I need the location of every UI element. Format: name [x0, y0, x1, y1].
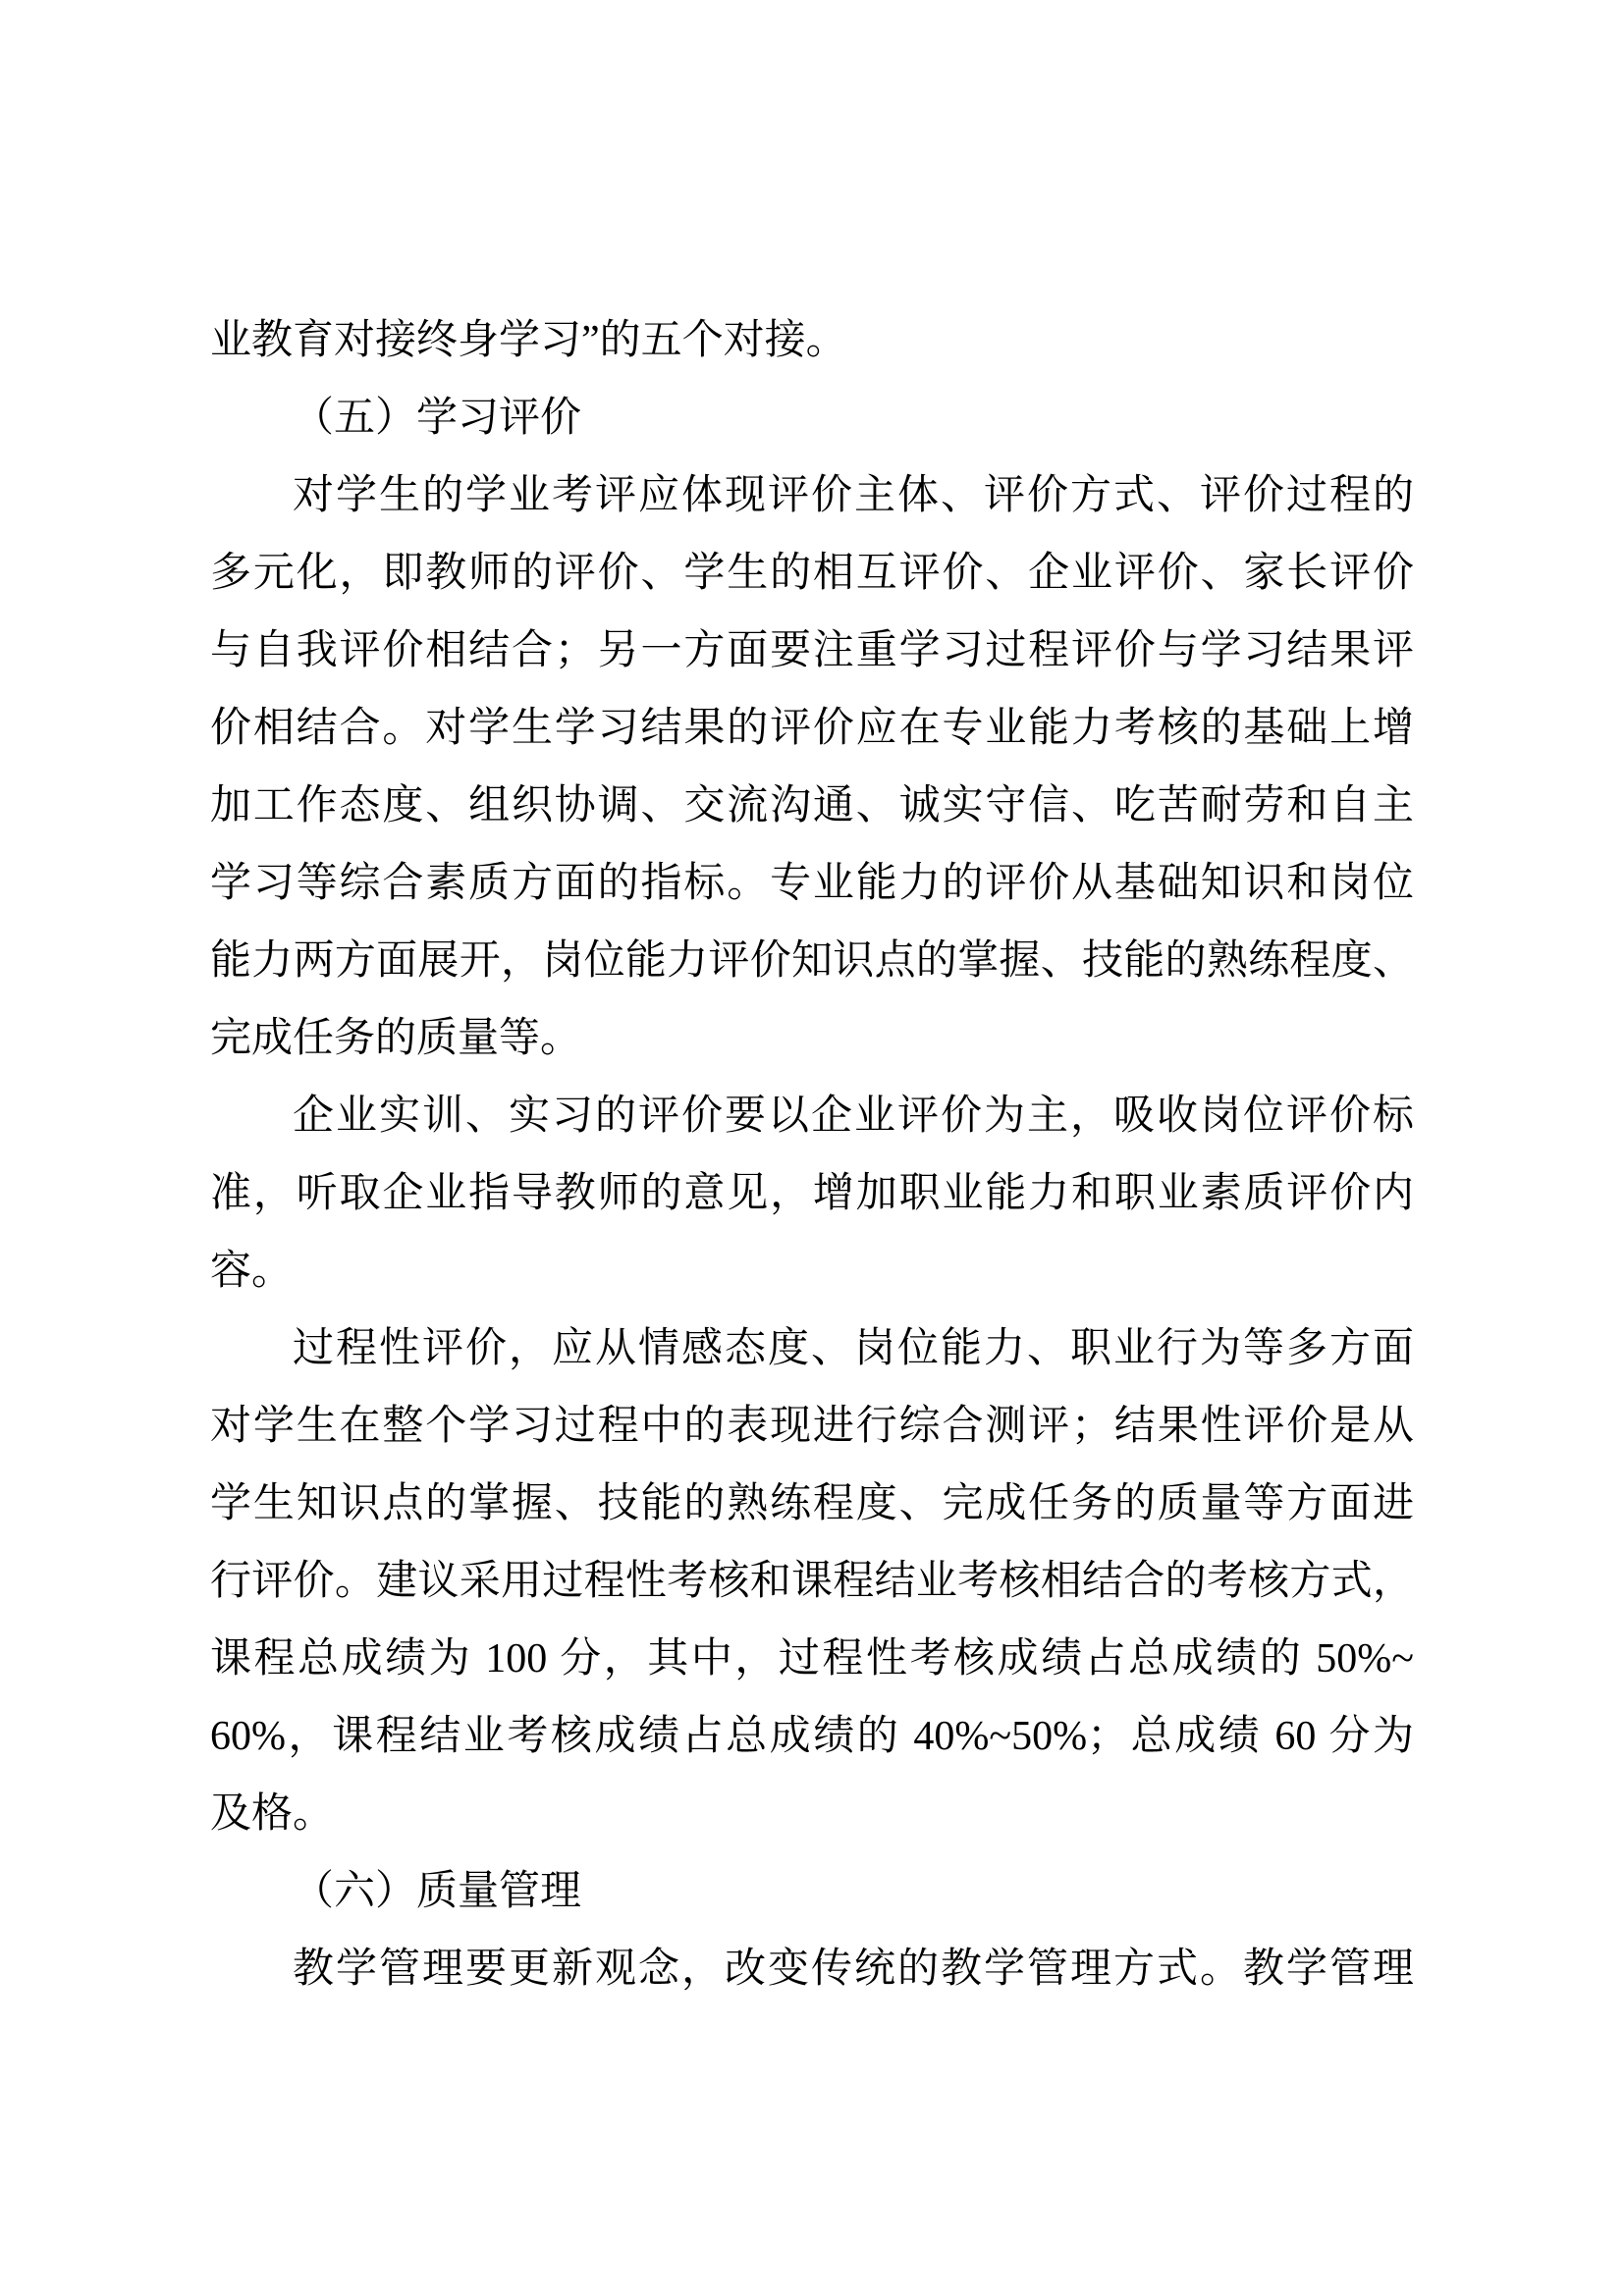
text-line: 过程性评价，应从情感态度、岗位能力、职业行为等多方面 [293, 1326, 1414, 1371]
text-line: （五）学习评价 [293, 396, 582, 441]
text-line: 及格。 [210, 1791, 335, 1837]
text-line: 学生知识点的掌握、技能的熟练程度、完成任务的质量等方面进 [210, 1481, 1414, 1526]
text-line: 能力两方面展开，岗位能力评价知识点的掌握、技能的熟练程度、 [210, 938, 1414, 984]
text-line: （六）质量管理 [293, 1869, 582, 1914]
text-line: 对学生的学业考评应体现评价主体、评价方式、评价过程的 [293, 473, 1414, 518]
text-line: 课程总成绩为 100 分，其中，过程性考核成绩占总成绩的 50%~ [210, 1636, 1414, 1682]
text-line: 学习等综合素质方面的指标。专业能力的评价从基础知识和岗位 [210, 861, 1414, 906]
text-line: 企业实训、实习的评价要以企业评价为主，吸收岗位评价标 [293, 1094, 1414, 1139]
text-line: 60%，课程结业考核成绩占总成绩的 40%~50%；总成绩 60 分为 [210, 1714, 1414, 1759]
text-line: 行评价。建议采用过程性考核和课程结业考核相结合的考核方式， [210, 1559, 1414, 1604]
text-line: 对学生在整个学习过程中的表现进行综合测评；结果性评价是从 [210, 1404, 1414, 1449]
text-line: 加工作态度、组织协调、交流沟通、诚实守信、吃苦耐劳和自主 [210, 783, 1414, 828]
text-line: 多元化，即教师的评价、学生的相互评价、企业评价、家长评价 [210, 551, 1414, 596]
text-line: 价相结合。对学生学习结果的评价应在专业能力考核的基础上增 [210, 706, 1414, 751]
text-line: 容。 [210, 1249, 294, 1294]
text-line: 教学管理要更新观念，改变传统的教学管理方式。教学管理 [293, 1947, 1414, 1992]
document-text-block [210, 302, 1414, 2008]
text-line: 业教育对接终身学习”的五个对接。 [210, 318, 847, 363]
text-line: 完成任务的质量等。 [210, 1016, 582, 1061]
text-line: 与自我评价相结合；另一方面要注重学习过程评价与学习结果评 [210, 628, 1414, 673]
text-line: 准，听取企业指导教师的意见，增加职业能力和职业素质评价内 [210, 1171, 1414, 1216]
